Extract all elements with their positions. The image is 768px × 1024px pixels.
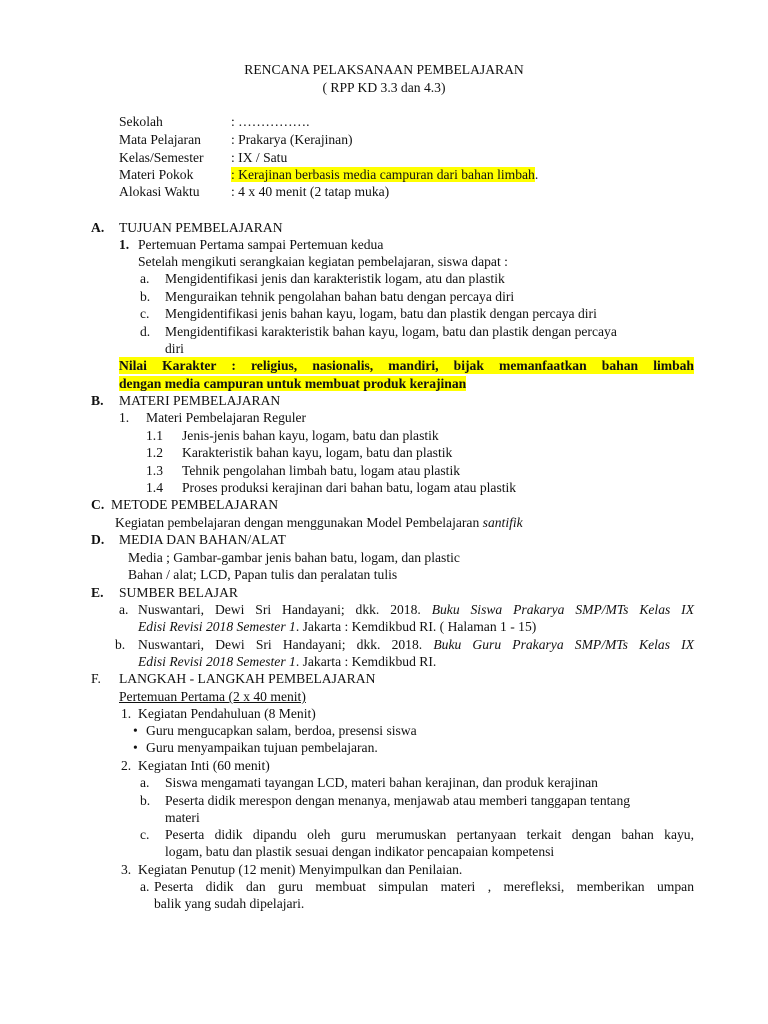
source-b-edition: Edisi Revisi 2018 Semester 1 [138, 654, 296, 669]
bahan-line: Bahan / alat; LCD, Papan tulis dan peralatan tulis [128, 567, 398, 582]
k1-title: Kegiatan Pendahuluan (8 Menit) [138, 706, 316, 721]
section-b-letter: B. [91, 393, 104, 408]
section-b-title: MATERI PEMBELAJARAN [119, 393, 281, 408]
section-c-text-line [115, 514, 523, 531]
goal-text: Mengidentifikasi jenis bahan kayu, logam, batu dan plastik dengan percaya diri [165, 306, 597, 321]
media-line: Media ; Gambar-gambar jenis bahan batu, logam, dan plastic [128, 550, 460, 565]
materi-dot: . [534, 167, 539, 182]
source-b-letter: b. [115, 637, 126, 652]
source-a-edition: Edisi Revisi 2018 Semester 1 [138, 619, 296, 634]
sekolah-label: Sekolah [119, 114, 163, 129]
sekolah-value: : ……………. [231, 114, 310, 129]
materi-label: Materi Pokok [119, 167, 194, 182]
k2-c-line2: logam, batu dan plastik sesuai dengan indikator pencapaian kompetensi [165, 844, 555, 859]
b-subitem-text: Tehnik pengolahan limbah batu, logam atau plastik [182, 463, 461, 478]
source-a-letter: a. [119, 602, 129, 617]
b-item-num: 1. [119, 410, 130, 425]
source-b-authors: Nuswantari, Dewi Sri Handayani; dkk. 2018. [138, 637, 434, 652]
b-subitem-text: Karakteristik bahan kayu, logam, batu dan plastik [182, 445, 453, 460]
section-c-italic: santifik [482, 515, 523, 530]
k2-b-line2: materi [165, 810, 200, 825]
meeting-title: Pertemuan Pertama (2 x 40 menit) [119, 689, 306, 704]
b-subitem-num: 1.3 [146, 463, 163, 478]
goal-letter: a. [140, 271, 150, 286]
k2-num: 2. [121, 758, 132, 773]
k2-c-letter: c. [140, 827, 150, 842]
document-title: RENCANA PELAKSANAAN PEMBELAJARAN [244, 62, 524, 77]
source-a-publisher: . Jakarta : Kemdikbud RI. ( Halaman 1 - 15) [295, 619, 537, 634]
section-a-letter: A. [91, 220, 105, 235]
goal-letter: c. [140, 306, 150, 321]
k2-a-letter: a. [140, 775, 150, 790]
k3-title: Kegiatan Penutup (12 menit) Menyimpulkan dan Penilaian. [138, 862, 463, 877]
section-f-letter: F. [91, 671, 101, 686]
k2-b-line1: Peserta didik merespon dengan menanya, menjawab atau memberi tanggapan tentang [165, 793, 631, 808]
karakter-line2: dengan media campuran untuk membuat produk kerajinan [119, 376, 467, 391]
b-subitem-text: Jenis-jenis bahan kayu, logam, batu dan plastik [182, 428, 439, 443]
source-a-book: Buku Siswa Prakarya SMP/MTs Kelas IX [431, 602, 695, 617]
b-item-text: Materi Pembelajaran Reguler [146, 410, 307, 425]
goal-text: Mengidentifikasi karakteristik bahan kayu, logam, batu dan plastik dengan percaya [165, 324, 617, 339]
k2-title: Kegiatan Inti (60 menit) [138, 758, 270, 773]
source-a-line2 [138, 618, 536, 635]
a-intro: Setelah mengikuti serangkaian kegiatan pembelajaran, siswa dapat : [138, 254, 508, 269]
alokasi-value: : 4 x 40 menit (2 tatap muka) [231, 184, 390, 199]
section-c-text: Kegiatan pembelajaran dengan menggunakan Model Pembelajaran [115, 515, 483, 530]
section-c-title: METODE PEMBELAJARAN [111, 497, 279, 512]
section-f-title: LANGKAH - LANGKAH PEMBELAJARAN [119, 671, 376, 686]
source-b-line1 [138, 636, 694, 653]
k3-a-line2: balik yang sudah dipelajari. [154, 896, 305, 911]
mapel-label: Mata Pelajaran [119, 132, 201, 147]
goal-text: Mengidentifikasi jenis dan karakteristik logam, atu dan plastik [165, 271, 505, 286]
goal-d-continuation: diri [165, 341, 184, 356]
source-a-line1 [138, 601, 694, 618]
source-b-publisher: . Jakarta : Kemdikbud RI. [295, 654, 437, 669]
b-subitem-text: Proses produksi kerajinan dari bahan batu, logam atau plastik [182, 480, 517, 495]
section-d-title: MEDIA DAN BAHAN/ALAT [119, 532, 286, 547]
mapel-value: : Prakarya (Kerajinan) [231, 132, 353, 147]
section-a-title: TUJUAN PEMBELAJARAN [119, 220, 283, 235]
document-subtitle: ( RPP KD 3.3 dan 4.3) [322, 80, 446, 95]
k2-c-line1: Peserta didik dipandu oleh guru merumuskan pertanyaan terkait dengan bahan kayu, [165, 827, 694, 842]
karakter-line1: Nilai Karakter : religius, nasionalis, mandiri, bijak memanfaatkan bahan limbah [119, 358, 694, 373]
section-e-title: SUMBER BELAJAR [119, 585, 238, 600]
section-c-letter: C. [91, 497, 105, 512]
bullet-icon: • [133, 723, 138, 738]
k2-a-text: Siswa mengamati tayangan LCD, materi bahan kerajinan, dan produk kerajinan [165, 775, 598, 790]
kelas-label: Kelas/Semester [119, 150, 204, 165]
karakter-line2-wrap [119, 375, 466, 392]
bullet-icon: • [133, 740, 138, 755]
a-item1-num: 1. [119, 237, 130, 252]
section-e-letter: E. [91, 585, 104, 600]
alokasi-label: Alokasi Waktu [119, 184, 200, 199]
k3-a-letter: a. [140, 879, 150, 894]
b-subitem-num: 1.2 [146, 445, 163, 460]
k3-num: 3. [121, 862, 132, 877]
b-subitem-num: 1.1 [146, 428, 163, 443]
goal-letter: b. [140, 289, 151, 304]
k1-bullet-text: Guru menyampaikan tujuan pembelajaran. [146, 740, 378, 755]
goal-text: Menguraikan tehnik pengolahan bahan batu dengan percaya diri [165, 289, 515, 304]
k1-bullet-text: Guru mengucapkan salam, berdoa, presensi siswa [146, 723, 417, 738]
source-a-authors: Nuswantari, Dewi Sri Handayani; dkk. 2018. [138, 602, 432, 617]
k1-num: 1. [121, 706, 132, 721]
a-item1-text: Pertemuan Pertama sampai Pertemuan kedua [138, 237, 384, 252]
section-d-letter: D. [91, 532, 105, 547]
goal-letter: d. [140, 324, 151, 339]
source-b-book: Buku Guru Prakarya SMP/MTs Kelas IX [433, 637, 695, 652]
k3-a-line1: Peserta didik dan guru membuat simpulan materi , merefleksi, memberikan umpan [154, 879, 694, 894]
b-subitem-num: 1.4 [146, 480, 163, 495]
k2-b-letter: b. [140, 793, 151, 808]
source-b-line2 [138, 653, 436, 670]
materi-value-line [231, 166, 538, 183]
kelas-value: : IX / Satu [231, 150, 288, 165]
materi-value: : Kerajinan berbasis media campuran dari bahan limbah [231, 167, 535, 182]
